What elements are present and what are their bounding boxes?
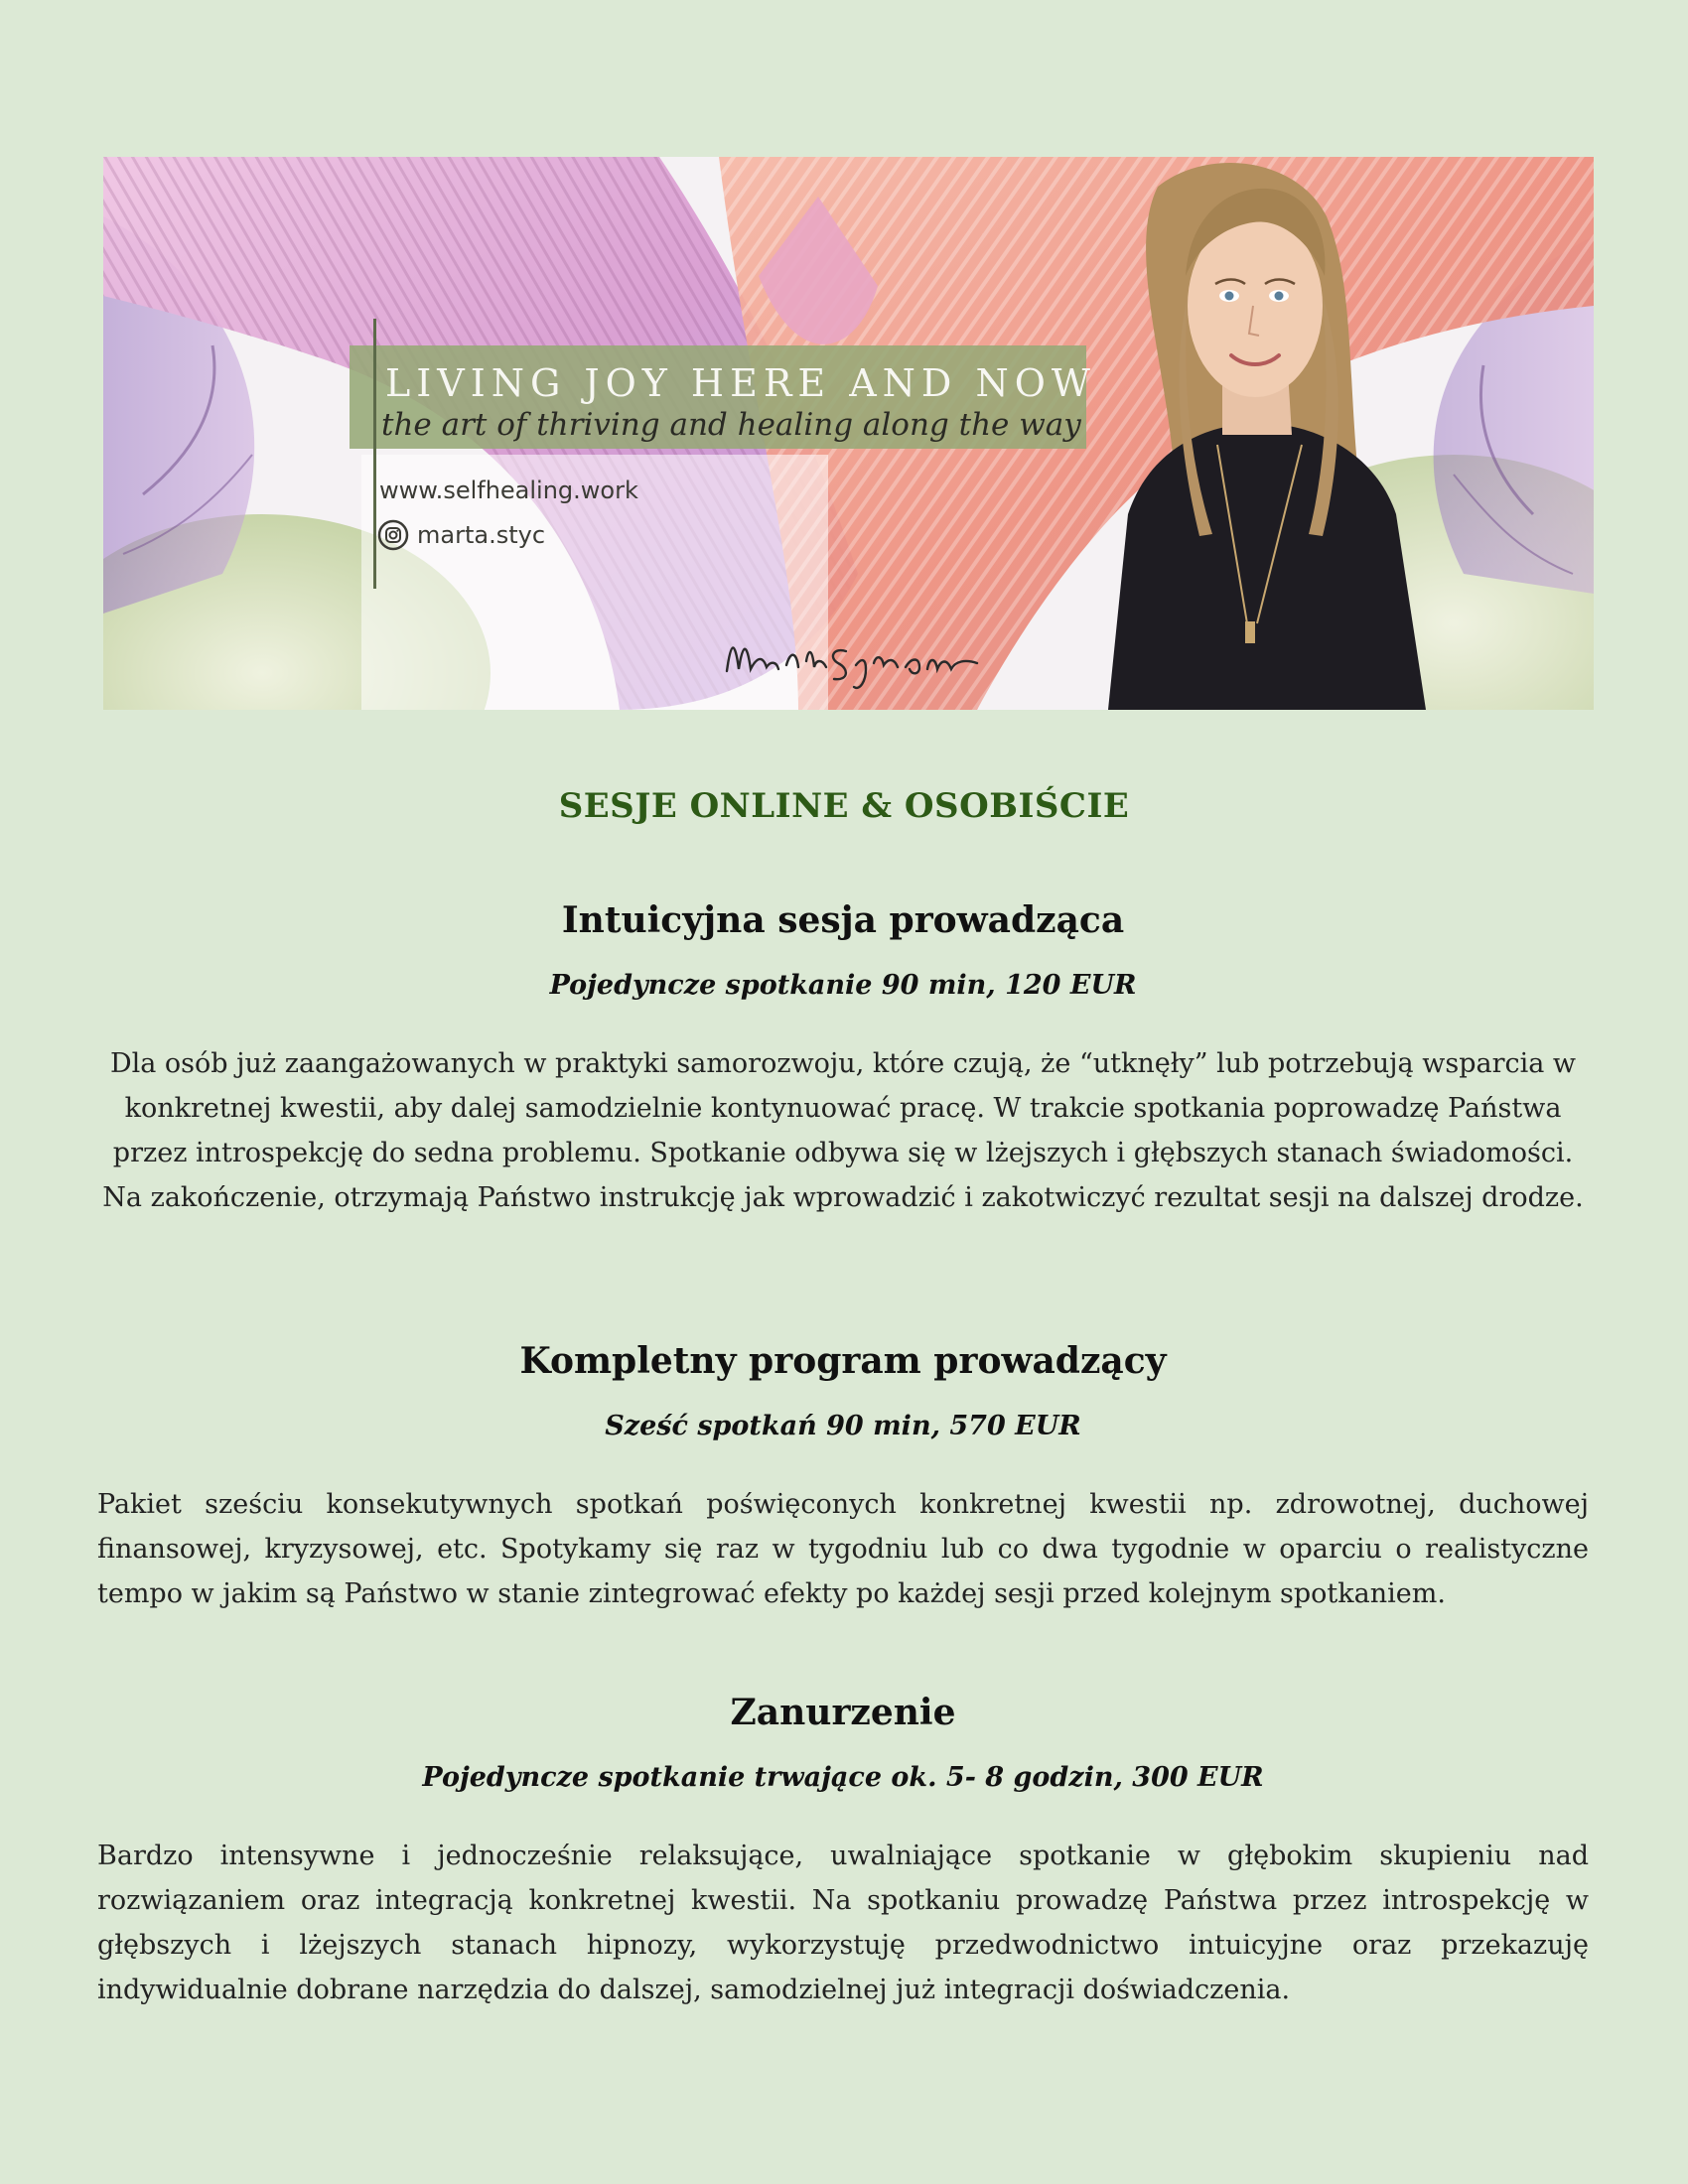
section-title: SESJE ONLINE & OSOBIŚCIE (558, 786, 1130, 826)
service-name: Intuicyjna sesja prowadząca (561, 899, 1125, 941)
service-description: Bardzo intensywne i jednocześnie relaksujące, uwalniające spotkanie w głębokim skupieniu nad rozwiązaniem oraz integracją konkretnej kwestii. Na spotkaniu prowadzę Państwa przez introspekcję w głębszych i lżejszych stanach hipnozy, wykorzystuję przedwodnictwo intuicyjne oraz przekazuję indywidualnie dobrane narzędzia do dalszej, samodzielnej już integracji doświadczenia. (97, 1841, 1589, 2005)
service-name: Zanurzenie (730, 1692, 956, 1733)
service-description: Pakiet sześciu konsekutywnych spotkań poświęconych konkretnej kwestii np. zdrowotnej, duchowej finansowej, kryzysowej, etc. Spotykamy się raz w tygodniu lub co dwa tygodnie w oparciu o realistyczne tempo w jakim są Państwo w stanie zintegrować efekty po każdej sesji przed kolejnym spotkaniem. (97, 1489, 1589, 1609)
header-banner (103, 157, 1594, 710)
signature-image (717, 621, 1015, 701)
service-price: Pojedyncze spotkanie trwające ok. 5- 8 godzin, 300 EUR (422, 1762, 1264, 1793)
service-block (97, 1339, 1589, 1616)
service-price: Sześć spotkań 90 min, 570 EUR (605, 1411, 1081, 1441)
banner-divider (373, 319, 376, 589)
instagram-handle-row (377, 518, 545, 552)
banner-subtitle: the art of thriving and healing along the way (381, 407, 1081, 443)
banner-website: www.selfhealing.work (379, 477, 638, 504)
instagram-handle: marta.styc (417, 521, 546, 549)
service-price: Pojedyncze spotkanie 90 min, 120 EUR (549, 970, 1137, 1001)
instagram-icon (377, 519, 409, 551)
banner-title: LIVING JOY HERE AND NOW (385, 361, 1096, 405)
service-description: Dla osób już zaangażowanych w praktyki samorozwoju, które czują, że “utknęły” lub potrzebują wsparcia w konkretnej kwestii, aby dalej samodzielnie kontynuować pracę. W trakcie spotkania poprowadzę Państwa przez introspekcję do sedna problemu. Spotkanie odbywa się w lżejszych i głębszych stanach świadomości. Na zakończenie, otrzymają Państwo instrukcję jak wprowadzić i zakotwiczyć rezultat sesji na dalszej drodze. (102, 1048, 1584, 1213)
service-name: Kompletny program prowadzący (519, 1340, 1167, 1382)
service-block (97, 898, 1589, 1220)
service-block (97, 1691, 1589, 2012)
